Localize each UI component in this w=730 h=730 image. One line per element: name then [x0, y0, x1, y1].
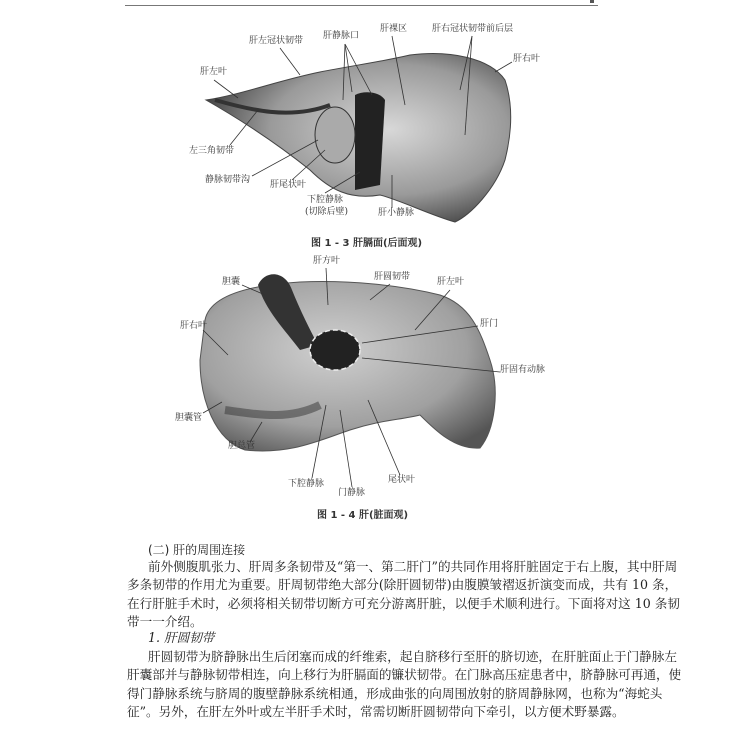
label-quadrate-lobe: 肝方叶: [313, 256, 341, 266]
paragraph-line: 肝囊部并与静脉韧带相连，向上移行为肝膈面的镰状韧带。在门脉高压症患者中，脐静脉可再通，使: [127, 667, 682, 682]
label-gallbladder: 胆囊: [222, 277, 241, 287]
paragraph-line: 在行肝脏手术时，必须将相关韧带切断方可充分游离肝脏，以便手术顺利进行。下面将对这 10 条韧: [127, 596, 680, 611]
figure-caption-1-3: 图 1 - 3 肝膈面(后面观): [311, 238, 423, 249]
label-venous-ligament-fissure: 静脉韧带沟: [205, 175, 251, 185]
label-porta-hepatis: 肝门: [480, 319, 499, 329]
label-proper-hepatic-artery: 肝固有动脉: [500, 365, 546, 375]
subsection-heading: 1. 肝圆韧带: [148, 630, 215, 645]
label-hepatic-vein-ostia: 肝静脉口: [323, 31, 360, 41]
label-round-ligament: 肝圆韧带: [374, 272, 411, 282]
label-left-triangular-ligament: 左三角韧带: [189, 146, 235, 156]
label-left-lobe: 肝左叶: [200, 67, 228, 77]
caudate-lobe-image: [315, 107, 355, 163]
label-ivc-note: (切除后壁): [305, 207, 349, 217]
section-heading: (二) 肝的周围连接: [148, 543, 246, 557]
label-bare-area: 肝裸区: [380, 24, 408, 34]
paragraph-line: 带一一介绍。: [127, 614, 203, 629]
porta-hepatis-image: [310, 330, 360, 370]
label-right-coronary-ligament: 肝右冠状韧带前后层: [432, 24, 514, 34]
label-portal-vein: 门静脉: [338, 488, 366, 498]
paragraph-line: 肝圆韧带为脐静脉出生后闭塞而成的纤维索，起自脐移行至肝的脐切迹，在肝脏面止于门静脉左: [148, 649, 677, 664]
paragraph-line: 前外侧腹肌张力、肝周多条韧带及“第一、第二肝门”的共同作用将肝脏固定于右上腹，其中肝周: [148, 559, 678, 574]
label-common-bile-duct: 胆总管: [228, 441, 256, 451]
label-right-lobe: 肝右叶: [180, 321, 208, 331]
label-right-lobe: 肝右叶: [513, 54, 541, 64]
label-caudate-lobe: 肝尾状叶: [270, 180, 307, 190]
label-cystic-duct: 胆囊管: [175, 413, 203, 423]
label-caudate-lobe: 尾状叶: [388, 475, 416, 485]
label-left-lobe: 肝左叶: [437, 277, 465, 287]
label-ivc: 下腔静脉: [307, 195, 344, 205]
label-left-coronary-ligament: 肝左冠状韧带: [249, 36, 304, 46]
ivc-image: [355, 92, 385, 190]
label-ivc: 下腔静脉: [288, 479, 325, 489]
paragraph-line: 征”。另外，在肝左外叶或左半肝手术时，常需切断肝圆韧带向下牵引，以方便术野暴露。: [127, 704, 625, 719]
figure-caption-1-4: 图 1 - 4 肝(脏面观): [317, 510, 409, 521]
paragraph-line: 多条韧带的作用尤为重要。肝周韧带绝大部分(除肝圆韧带)由腹膜皱褶返折演变而成，共有 10 条，: [127, 577, 678, 592]
paragraph-line: 得门静脉系统与脐周的腹壁静脉系统相通，形成曲张的向周围放射的脐周静脉网，也称为“海蛇头: [127, 686, 663, 701]
label-small-hepatic-veins: 肝小静脉: [378, 208, 415, 218]
